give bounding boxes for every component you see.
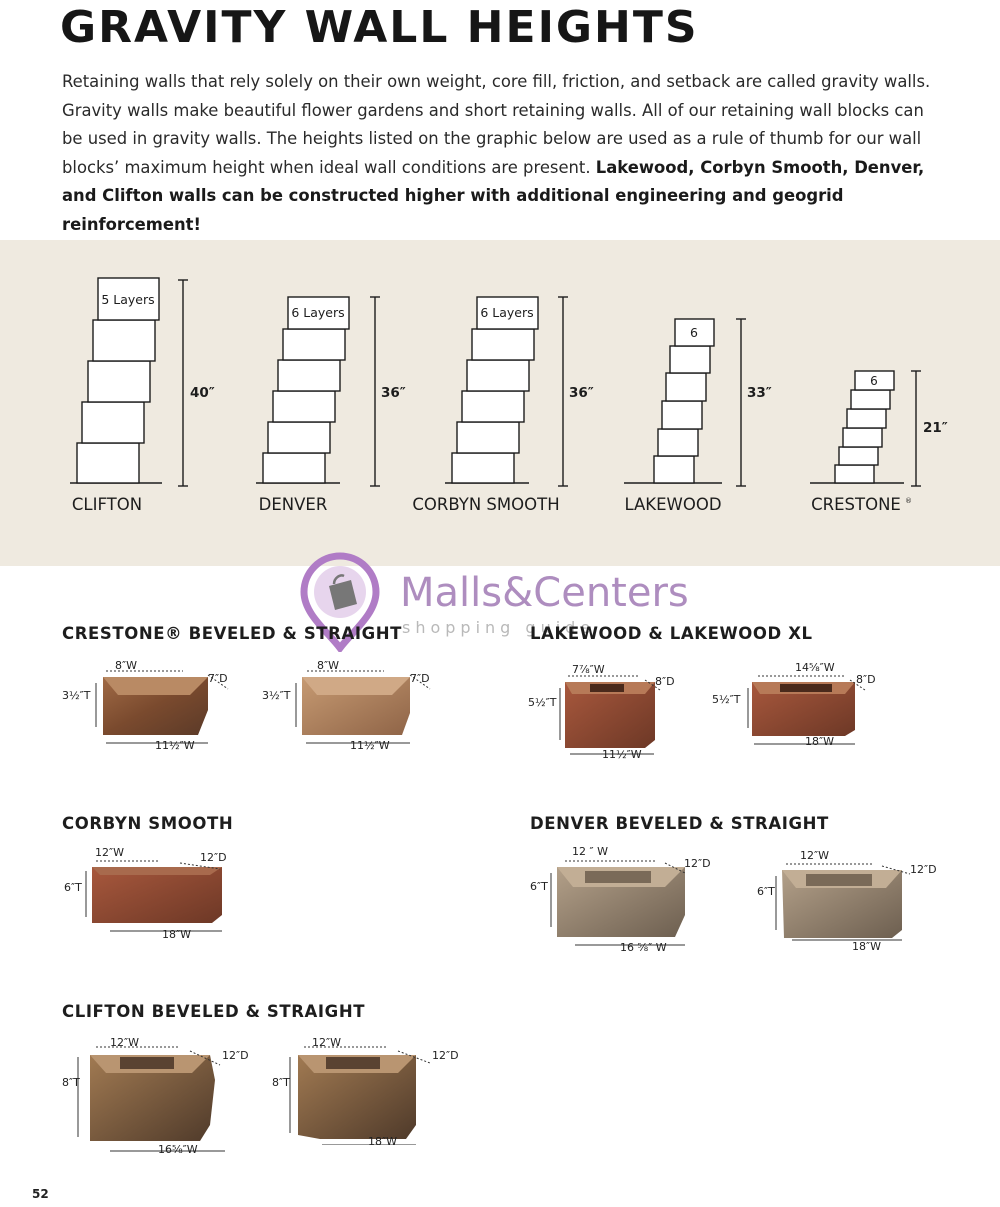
- denver-straight-depth: 12″D: [910, 863, 937, 876]
- lakewood-bottom: 11½″W: [602, 748, 642, 761]
- watermark-brand: Malls&Centers: [400, 570, 689, 616]
- wall-stack-crestone: [810, 371, 921, 486]
- clifton-straight-height: 8″T: [272, 1076, 290, 1089]
- corbyn-height: 36″: [569, 385, 594, 401]
- corbyn-depth: 12″D: [200, 851, 227, 864]
- lakewood-top: 7⅞″W: [572, 663, 605, 676]
- clifton-beveled-bottom: 16⅝″W: [158, 1143, 198, 1156]
- corbyn-top: 12″W: [95, 846, 124, 859]
- clifton-name: CLIFTON: [71, 495, 143, 514]
- clifton-straight-bottom: 18″W: [368, 1135, 397, 1148]
- crestone-registered-mark: ®: [905, 497, 912, 505]
- crestone-beveled-height: 3½″T: [62, 689, 91, 702]
- clifton-straight-top: 12″W: [312, 1036, 341, 1049]
- clifton-beveled-height: 8″T: [62, 1076, 80, 1089]
- denver-name: DENVER: [258, 495, 328, 514]
- crestone-beveled-depth: 7″D: [208, 672, 228, 685]
- corbyn-name: CORBYN SMOOTH: [412, 495, 560, 514]
- section-title-lakewood: LAKEWOOD & LAKEWOOD XL: [530, 624, 813, 643]
- clifton-beveled-top: 12″W: [110, 1036, 139, 1049]
- intro-bold-text: Lakewood, Corbyn Smooth, Denver, and Clifton walls can be constructed higher with additional engineering and geogrid reinforcement!: [62, 157, 925, 234]
- denver-straight-height: 6″T: [757, 885, 775, 898]
- lakewood-xl-top: 14⅝″W: [795, 661, 835, 674]
- lakewood-layers-label: 6: [690, 325, 698, 340]
- corbyn-smooth-block: [60, 845, 260, 945]
- clifton-layers-label: 5 Layers: [101, 292, 155, 307]
- clifton-beveled-depth: 12″D: [222, 1049, 249, 1062]
- page-title: GRAVITY WALL HEIGHTS: [60, 2, 699, 53]
- lakewood-xl-bottom: 18″W: [805, 735, 834, 748]
- crestone-beveled-top: 8″W: [115, 659, 137, 672]
- wall-height-panel: [0, 240, 1000, 566]
- crestone-straight-top: 8″W: [317, 659, 339, 672]
- wall-stack-corbyn-smooth: [445, 297, 568, 486]
- lakewood-xl-depth: 8″D: [856, 673, 876, 686]
- intro-paragraph: [62, 68, 942, 239]
- section-title-clifton: CLIFTON BEVELED & STRAIGHT: [62, 1002, 366, 1021]
- denver-beveled-bottom: 16 ⅝″ W: [620, 941, 667, 954]
- lakewood-name: LAKEWOOD: [624, 495, 722, 514]
- denver-straight-bottom: 18″W: [852, 940, 881, 953]
- corbyn-height: 6″T: [64, 881, 82, 894]
- denver-beveled-top: 12 ″ W: [572, 845, 608, 858]
- denver-beveled-depth: 12″D: [684, 857, 711, 870]
- crestone-straight-bottom: 11½″W: [350, 739, 390, 752]
- page-number: 52: [32, 1187, 49, 1201]
- wall-stack-denver: [256, 297, 380, 486]
- section-title-corbyn: CORBYN SMOOTH: [62, 814, 234, 833]
- denver-height: 36″: [381, 385, 406, 401]
- wall-stack-lakewood: [624, 319, 746, 486]
- crestone-name: CRESTONE: [811, 495, 901, 514]
- section-title-crestone: CRESTONE® BEVELED & STRAIGHT: [62, 624, 402, 643]
- wall-height-diagram: [0, 240, 1000, 566]
- clifton-straight-depth: 12″D: [432, 1049, 459, 1062]
- crestone-straight-depth: 7″D: [410, 672, 430, 685]
- denver-straight-top: 12″W: [800, 849, 829, 862]
- lakewood-height: 33″: [747, 385, 772, 401]
- clifton-height: 40″: [190, 385, 215, 401]
- lakewood-height: 5½″T: [528, 696, 557, 709]
- intro-text: Retaining walls that rely solely on their own weight, core fill, friction, and setback are called gravity walls. Gravity walls make beautiful flower gardens and short retaining walls. All of our retaining wall blocks can be used in gravity walls. The heights listed on the graphic below are used as a rule of thumb for our wall blocks’ maximum height when ideal wall conditions are present.: [62, 72, 931, 177]
- wall-stack-clifton: [70, 278, 188, 486]
- crestone-beveled-bottom: 11½″W: [155, 739, 195, 752]
- watermark-sub: shopping guide: [402, 618, 596, 637]
- crestone-layers-label: 6: [870, 374, 878, 388]
- crestone-height: 21″: [923, 420, 948, 436]
- denver-beveled-height: 6″T: [530, 880, 548, 893]
- lakewood-depth: 8″D: [655, 675, 675, 688]
- section-title-denver: DENVER BEVELED & STRAIGHT: [530, 814, 829, 833]
- denver-layers-label: 6 Layers: [291, 305, 345, 320]
- lakewood-xl-height: 5½″T: [712, 693, 741, 706]
- corbyn-layers-label: 6 Layers: [480, 305, 534, 320]
- crestone-straight-height: 3½″T: [262, 689, 291, 702]
- corbyn-bottom: 18″W: [162, 928, 191, 941]
